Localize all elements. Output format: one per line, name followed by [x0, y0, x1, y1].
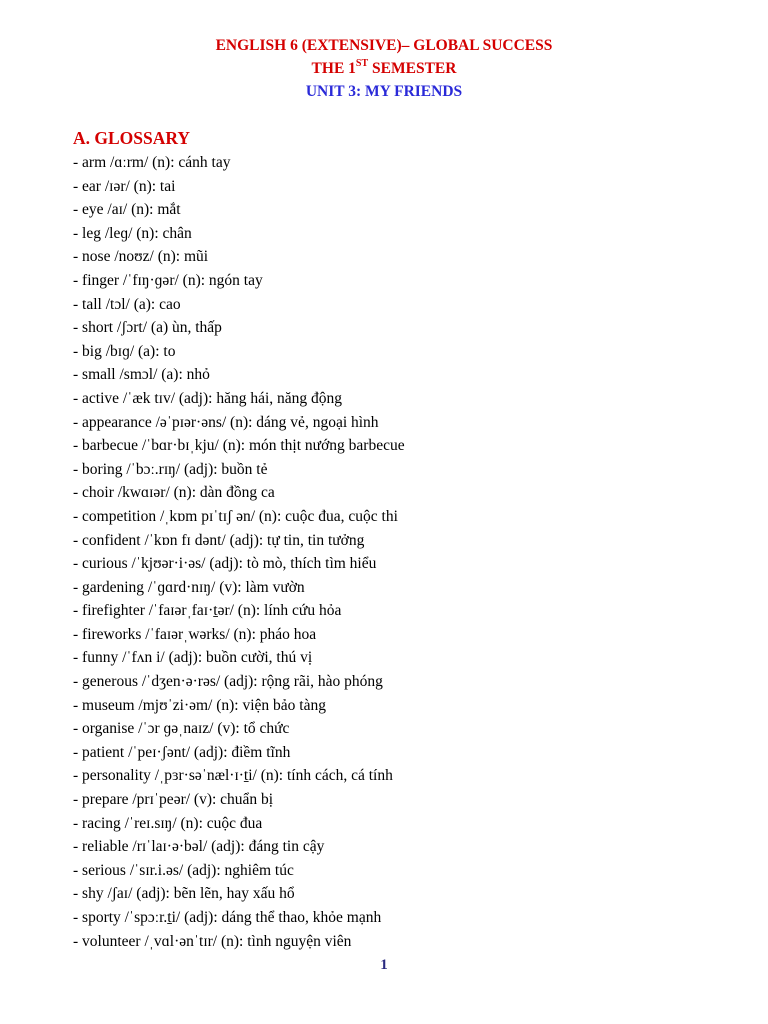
glossary-entry: - serious /ˈsɪr.i.əs/ (adj): nghiêm túc [73, 861, 294, 879]
glossary-heading: A. GLOSSARY [73, 128, 191, 148]
semester-heading [0, 59, 768, 79]
glossary-entry: - gardening /ˈɡɑrd·nɪŋ/ (v): làm vườn [73, 578, 305, 596]
glossary-entry: - curious /ˈkjʊər·i·əs/ (adj): tò mò, thích tìm hiểu [73, 555, 377, 573]
glossary-entry: - shy /ʃaɪ/ (adj): bẽn lẽn, hay xấu hổ [73, 885, 295, 903]
glossary-entry: - short /ʃɔrt/ (a) ùn, thấp [73, 319, 222, 337]
glossary-entry: - museum /mjʊˈzi·əm/ (n): viện bảo tàng [73, 696, 326, 714]
glossary-entry: - eye /aɪ/ (n): mắt [73, 201, 181, 219]
semester-suffix: SEMESTER [368, 60, 457, 77]
glossary-entry: - finger /ˈfɪŋ·ɡər/ (n): ngón tay [73, 271, 263, 289]
glossary-entry: - appearance /əˈpɪər·əns/ (n): dáng vẻ, ngoại hình [73, 413, 379, 431]
semester-prefix: THE 1 [311, 60, 356, 77]
glossary-entry: - small /smɔl/ (a): nhỏ [73, 366, 210, 384]
glossary-entry: - arm /ɑːrm/ (n): cánh tay [73, 154, 231, 171]
glossary-entry: - big /bɪɡ/ (a): to [73, 342, 176, 360]
glossary-entry: - tall /tɔl/ (a): cao [73, 295, 181, 313]
glossary-entry: - funny /ˈfʌn i/ (adj): buồn cười, thú vị [73, 649, 313, 667]
page-number: 1 [380, 957, 388, 973]
glossary-entry: - patient /ˈpeɪ·ʃənt/ (adj): điềm tĩnh [73, 743, 291, 761]
glossary-entry: - competition /ˌkɒm pɪˈtɪʃ ən/ (n): cuộc đua, cuộc thi [73, 507, 398, 525]
glossary-entry: - nose /noʊz/ (n): mũi [73, 248, 209, 266]
glossary-entry: - racing /ˈreɪ.sɪŋ/ (n): cuộc đua [73, 814, 263, 832]
glossary-entry: - generous /ˈdʒen·ə·rəs/ (adj): rộng rãi, hào phóng [73, 673, 383, 691]
glossary-entry: - prepare /prɪˈpeər/ (v): chuẩn bị [73, 791, 274, 809]
glossary-entry: - leg /leɡ/ (n): chân [73, 224, 192, 242]
document-title: ENGLISH 6 (EXTENSIVE)– GLOBAL SUCCESS [215, 37, 553, 54]
glossary-entry: - sporty /ˈspɔːr.ṯi/ (adj): dáng thể thao, khỏe mạnh [73, 909, 382, 926]
unit-heading: UNIT 3: MY FRIENDS [305, 83, 463, 100]
glossary-entry: - fireworks /ˈfaɪərˌwərks/ (n): pháo hoa [73, 625, 317, 643]
glossary-entry: - boring /ˈbɔː.rɪŋ/ (adj): buồn tẻ [73, 460, 268, 478]
glossary-entry: - personality /ˌpɜr·səˈnæl·ɪ·ṯi/ (n): tính cách, cá tính [73, 767, 393, 785]
glossary-entry: - reliable /rɪˈlaɪ·ə·bəl/ (adj): đáng tin cậy [73, 838, 325, 856]
glossary-entry: - confident /ˈkɒn fɪ dənt/ (adj): tự tin, tin tưởng [73, 531, 365, 549]
glossary-entry: - volunteer /ˌvɑl·ənˈtɪr/ (n): tình nguyện viên [73, 932, 352, 950]
glossary-entry: - active /ˈæk tɪv/ (adj): hăng hái, năng động [73, 389, 343, 407]
glossary-entry: - firefighter /ˈfaɪərˌfaɪ·ṯər/ (n): lính cứu hỏa [73, 602, 342, 620]
glossary-entry: - ear /ɪər/ (n): tai [73, 177, 176, 195]
semester-ordinal-suffix: ST [355, 57, 369, 69]
glossary-list [73, 151, 405, 953]
glossary-entry: - barbecue /ˈbɑr·bɪˌkju/ (n): món thịt nướng barbecue [73, 437, 405, 455]
glossary-entry: - choir /kwɑɪər/ (n): dàn đồng ca [73, 484, 275, 502]
glossary-entry: - organise /ˈɔr ɡəˌnaɪz/ (v): tổ chức [73, 720, 290, 738]
